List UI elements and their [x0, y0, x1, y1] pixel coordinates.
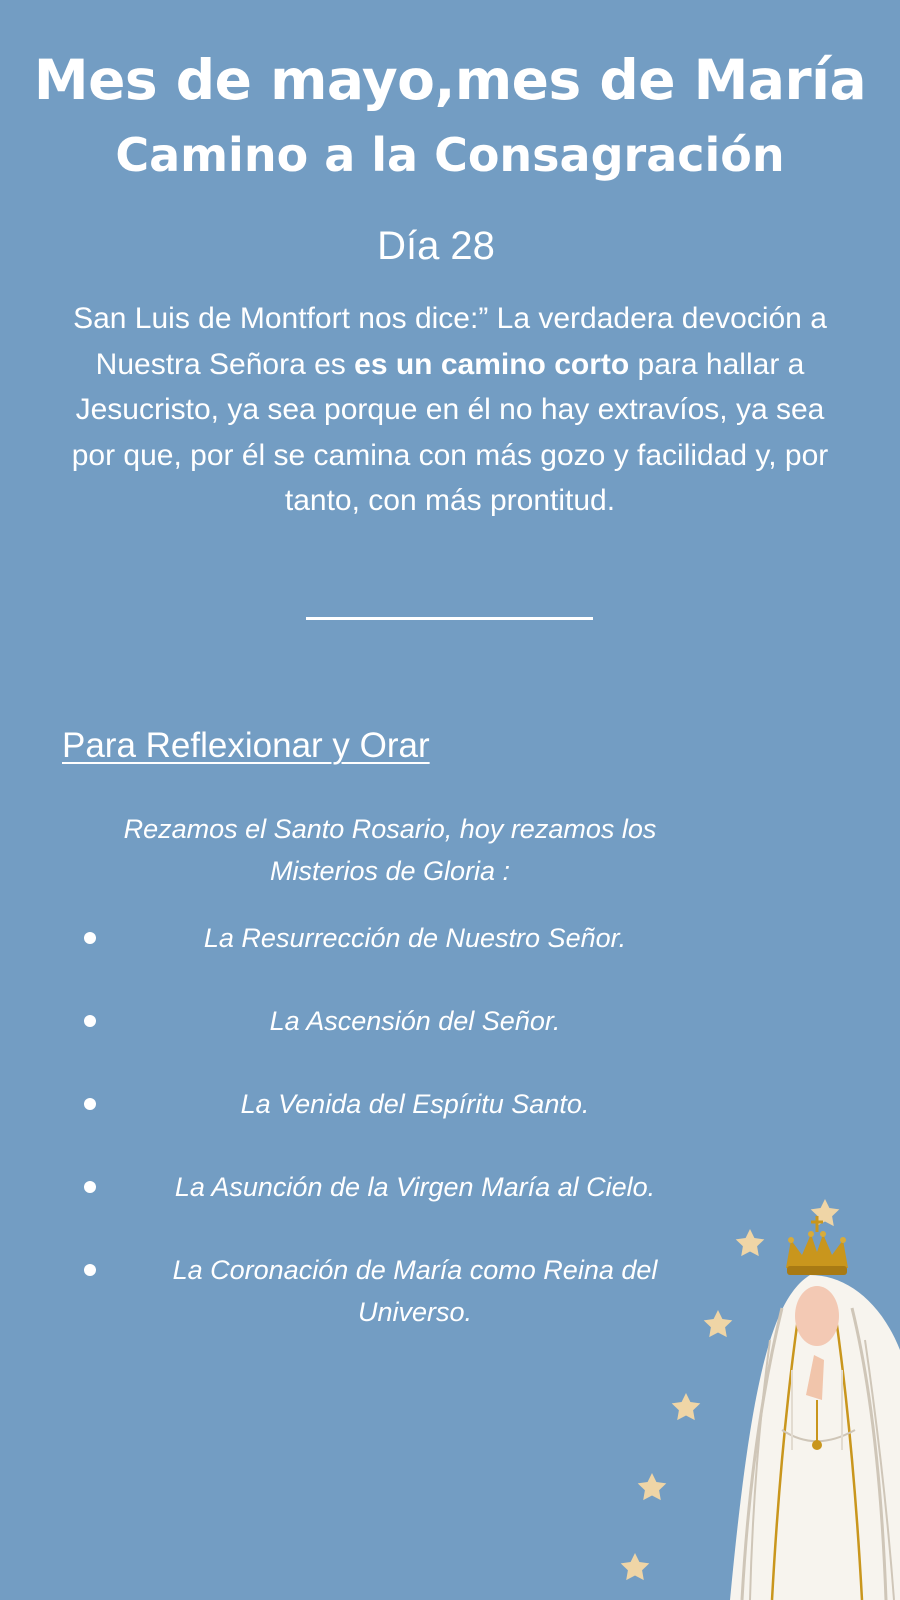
star-icon — [621, 1553, 650, 1580]
bullet-icon — [84, 932, 96, 944]
day-label: Día 28 — [377, 224, 495, 268]
quote-text-end: para hallar a Jesucristo, ya sea porque en él no hay extravíos, ya sea por que, por él se camina con más gozo y facilidad y, por tanto, con más prontitud. — [71, 347, 829, 517]
virgin-figure — [730, 1275, 900, 1600]
list-item — [0, 1000, 900, 1090]
list-item — [0, 1083, 900, 1173]
quote-text-start: San Luis de Montfort nos dice:” La verdadera devoción a Nuestra Señora es — [73, 302, 827, 381]
virgin-mary-illustration — [610, 1190, 900, 1600]
star-icon — [672, 1393, 701, 1420]
page-title: Mes de mayo,mes de María — [33, 48, 867, 112]
page-subtitle: Camino a la Consagración — [115, 128, 785, 182]
divider-line — [306, 617, 593, 620]
star-icon — [638, 1473, 667, 1500]
rosary-intro: Rezamos el Santo Rosario, hoy rezamos los Misterios de Gloria : — [123, 814, 657, 886]
mystery-text: La Venida del Espíritu Santo. — [240, 1089, 590, 1119]
crown-icon — [786, 1216, 848, 1275]
mystery-text: La Coronación de María como Reina del Universo. — [172, 1255, 658, 1327]
bullet-icon — [84, 1098, 96, 1110]
star-icon — [736, 1229, 765, 1256]
bullet-icon — [84, 1181, 96, 1193]
montfort-quote — [60, 296, 840, 524]
mystery-text: La Ascensión del Señor. — [269, 1006, 561, 1036]
quote-text-bold: es un camino corto — [354, 347, 630, 381]
mystery-text: La Asunción de la Virgen María al Cielo. — [174, 1172, 656, 1202]
list-item — [0, 917, 900, 1007]
mystery-text: La Resurrección de Nuestro Señor. — [203, 923, 627, 953]
section-heading: Para Reflexionar y Orar — [62, 726, 430, 765]
star-icon — [704, 1310, 733, 1337]
bullet-icon — [84, 1015, 96, 1027]
bullet-icon — [84, 1264, 96, 1276]
